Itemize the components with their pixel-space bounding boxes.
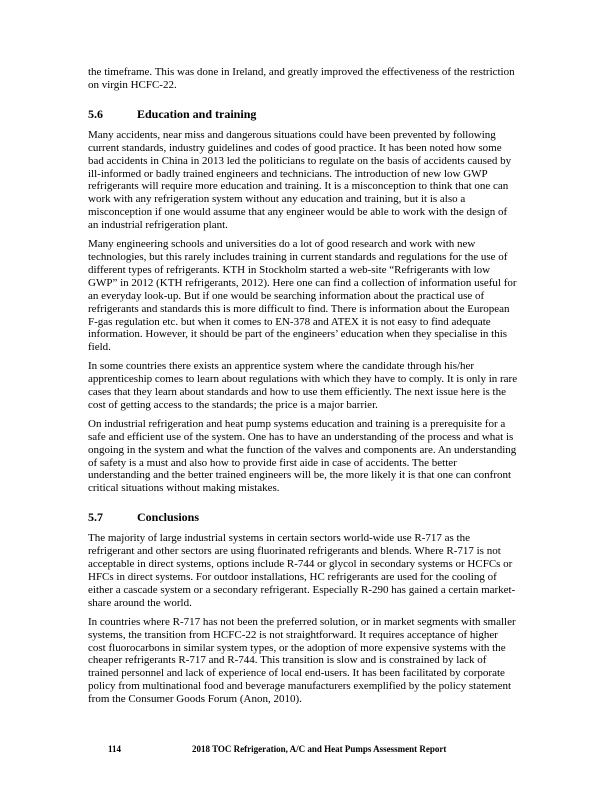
paragraph: Many accidents, near miss and dangerous situations could have been prevented by following current standards, industry guidelines and codes of good practice. It has been noted how some bad accidents in China in 2013 led the politicians to regulate on the basis of accidents caused by ill-informed or badly trained engineers and technicians. The introduction of new low GWP refrigerants will require more education and training. It is a misconception to think that one can work with any refrigeration system without any education and training, but it is also a misconception if one would assume that any engineer would be able to work with the design of an industrial refrigeration plant. [88,128,512,232]
paragraph: Many engineering schools and universities do a lot of good research and work with new technologies, but this rarely includes training in current standards and regulations for the use of different types of refrigerants. KTH in Stockholm started a web-site “Refrigerants with low GWP” in 2012 (KTH refrigerants, 2012). Here one can find a collection of information useful for an everyday look-up. But if one would be searching information about the practical use of refrigerants and standards this is more difficult to find. There is information about the European F-gas regulation etc. but when it comes to EN-378 and ATEX it is not easy to find adequate information. However, it should be part of the engineers’ education when they specialise in this field. [88,238,517,354]
page-footer [88,744,518,758]
page-content [88,66,518,712]
page-number: 114 [108,744,122,754]
paragraph: On industrial refrigeration and heat pump systems education and training is a prerequisite for a safe and efficient use of the system. One has to have an understanding of the process and what is ongoing in the system and what the function of the valves and components are. An understanding of safety is a must and also how to provide first aide in case of accidents. The better understanding and the better trained engineers will be, the more likely it is that one can confront critical situations without making mistakes. [88,417,517,495]
section-title: Conclusions [137,510,200,525]
section-number: 5.7 [88,510,103,525]
footer-report-title: 2018 TOC Refrigeration, A/C and Heat Pumps Assessment Report [192,744,447,754]
section-number: 5.6 [88,106,103,121]
section-heading-conclusions [88,510,518,524]
paragraph: In some countries there exists an apprentice system where the candidate through his/her apprenticeship comes to learn about regulations with which they have to comply. It is only in rare cases that they learn about standards and how to use them efficiently. The next issue here is the cost of getting access to the standards; the price is a major barrier. [88,360,518,411]
section-heading-education-and-training [88,107,518,121]
intro-paragraph: the timeframe. This was done in Ireland, and greatly improved the effectiveness of the restriction on virgin HCFC-22. [88,66,515,91]
section-title: Education and training [137,106,257,121]
paragraph: In countries where R-717 has not been the preferred solution, or in market segments with smaller systems, the transition from HCFC-22 is not straightforward. It requires acceptance of higher cost fluorocarbons in similar system types, or the adoption of more expensive systems with the cheaper refrigerants R-717 and R-744. This transition is slow and is constrained by lack of trained personnel and lack of experience of local end-users. It has been facilitated by corporate policy from multinational food and beverage manufacturers exemplified by the policy statement from the Consumer Goods Forum (Anon, 2010). [88,615,516,706]
paragraph: The majority of large industrial systems in certain sectors world-wide use R-717 as the refrigerant and other sectors are using fluorinated refrigerants and blends. Where R-717 is not acceptable in direct systems, options include R-744 or glycol in secondary systems or HCFCs or HFCs in direct systems. For outdoor installations, HC refrigerants are used for the cooling of either a cascade system or a secondary refrigerant. Especially R-290 has gained a certain market-share around the world. [88,532,516,609]
